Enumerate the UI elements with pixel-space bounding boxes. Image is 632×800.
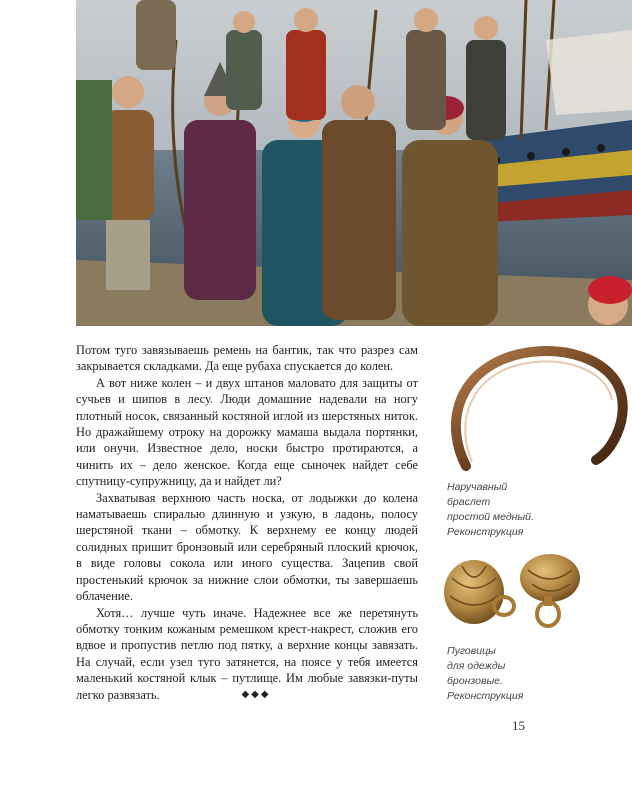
section-ornament: ◆◆◆ xyxy=(241,689,271,700)
caption-line: Реконструкция xyxy=(447,690,524,702)
caption-line: для одежды xyxy=(447,660,506,672)
article-body xyxy=(76,342,418,703)
reenactors-photo xyxy=(76,0,632,326)
caption-line: Наручавный xyxy=(447,481,508,493)
paragraph: Хотя… лучше чуть иначе. Надежнее все же перетянуть обмотку тонким кожаным ремешком крест-накрест, сложив его вдвое и пропустив петлю под пятку, а верхние концы завязать. На случай, если узел туго затянется, на поясе у тебя имеется маленький костяной клык – путлище. Им любые завязки-путы легко развязать. xyxy=(76,605,418,702)
caption-line: Пуговицы xyxy=(447,645,496,657)
paragraph: Захватывая верхнюю часть носка, от лодыжки до колена наматываешь спиралью длинную и узкую, в ладонь, полосу шерстяной ткани – обмотку. К верхнему ее концу людей солидных пришит бронзовый или серебряный плоский крючок, в виде головы сокола или иного существа. Зацепив свой простенький крючок за нижние слои обмотки, ты завершаешь облачение. xyxy=(76,490,418,604)
paragraph: Потом туго завязываешь ремень на бантик, так что разрез сам закрывается складками. Да еще рубаха спускается до колен. xyxy=(76,343,418,374)
bracelet-image xyxy=(436,338,632,474)
caption-line: Реконструкция xyxy=(447,526,524,538)
buttons-caption xyxy=(447,644,557,704)
paragraph: А вот ниже колен – и двух штанов маловато для защиты от сучьев и шипов в лесу. Люди домашние надевали на ногу плотный носок, связанный костяной иглой из шерстяных ниток. Но дражайшему отроку на дорожку мамаша выдала портянки, или онучи. Известное дело, носки быстро протираются, а чинить их – дело женское. Когда еще сыночек найдет себе спутницу-супружницу, да и найдет ли? xyxy=(76,375,418,489)
bracelet-caption xyxy=(447,480,557,540)
caption-line: бронзовые. xyxy=(447,675,503,687)
caption-line: браслет xyxy=(447,496,491,508)
page-number: 15 xyxy=(512,718,525,733)
bronze-buttons-image xyxy=(438,548,588,640)
caption-line: простой медный. xyxy=(447,511,534,523)
